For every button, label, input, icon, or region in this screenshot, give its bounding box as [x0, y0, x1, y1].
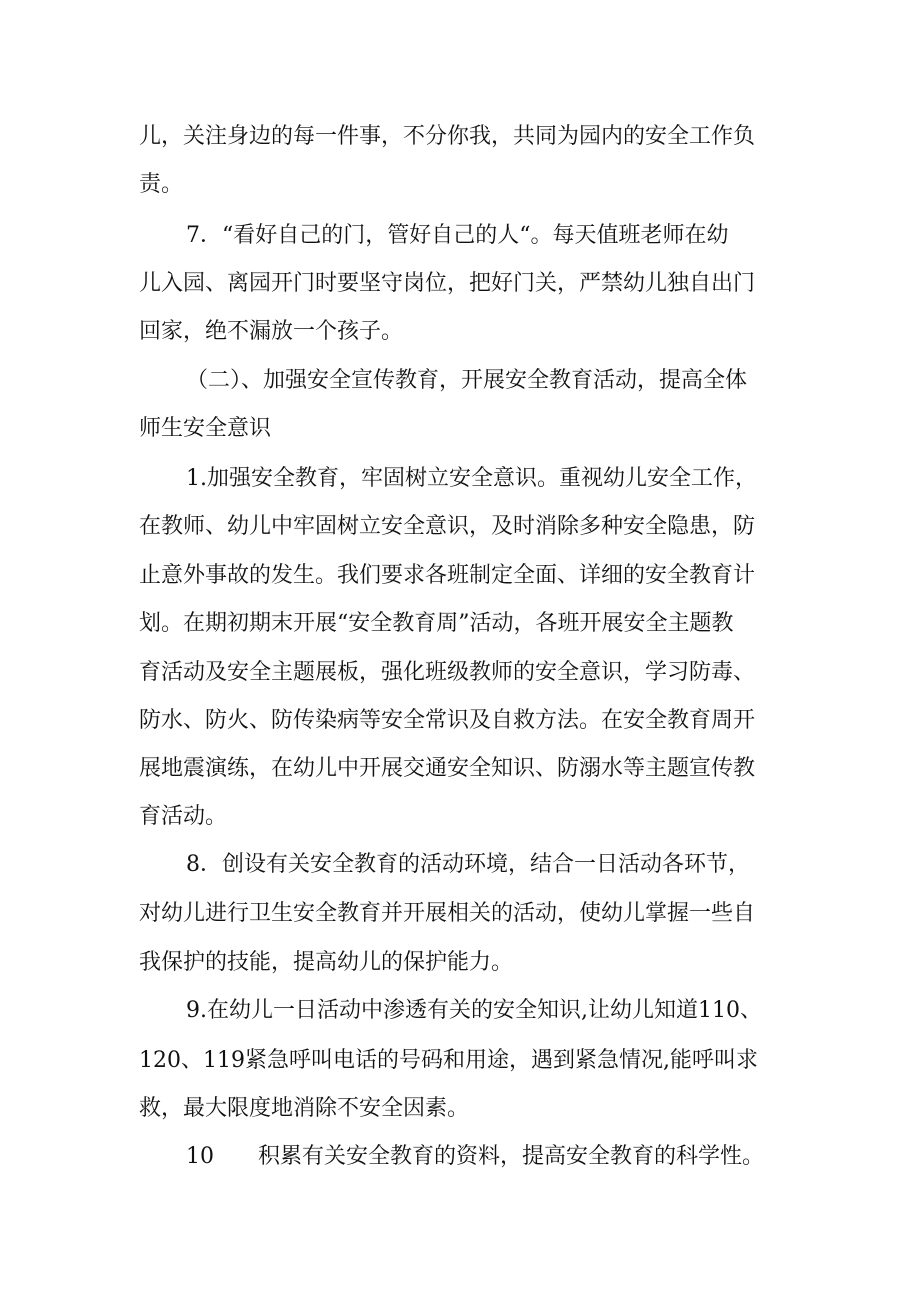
text-line: 我保护的技能，提高幼儿的保护能力。 [139, 950, 514, 975]
text-line: 10 积累有关安全教育的资料，提高安全教育的科学性。 [186, 1144, 764, 1169]
section-heading-line: 师生安全意识 [139, 416, 272, 441]
text-line: 止意外事故的发生。我们要求各班制定全面、详细的安全教育计 [139, 563, 756, 588]
text-line: 育活动及安全主题展板，强化班级教师的安全意识，学习防毒、 [139, 660, 756, 685]
text-line: 育活动。 [139, 804, 228, 829]
text-line: 儿入园、离园开门时要坚守岗位，把好门关，严禁幼儿独自出门 [139, 271, 756, 296]
text-line: 回家，绝不漏放一个孩子。 [139, 319, 404, 344]
text-line: 责。 [139, 172, 184, 197]
text-line: 防水、防火、防传染病等安全常识及自救方法。在安全教育周开 [139, 708, 756, 733]
text-line: 1.加强安全教育，牢固树立安全意识。重视幼儿安全工作， [186, 466, 757, 491]
text-line: 展地震演练，在幼儿中开展交通安全知识、防溺水等主题宣传教 [139, 756, 756, 781]
text-line: 8．创设有关安全教育的活动环境，结合一日活动各环节， [186, 852, 750, 877]
text-line: 对幼儿进行卫生安全教育并开展相关的活动，使幼儿掌握一些自 [139, 901, 756, 926]
text-line: 划。在期初期末开展“安全教育周”活动，各班开展安全主题教 [139, 611, 734, 636]
section-heading-line: （二）、加强安全宣传教育，开展安全教育活动，提高全体 [186, 368, 748, 393]
text-line: 在教师、幼儿中牢固树立安全意识，及时消除多种安全隐患，防 [139, 514, 756, 539]
text-line: 9.在幼儿一日活动中渗透有关的安全知识,让幼儿知道110、 [186, 998, 762, 1023]
text-line: 120、119紧急呼叫电话的号码和用途，遇到紧急情况,能呼叫求 [139, 1048, 758, 1073]
text-line: 7．“看好自己的门，管好自己的人“。每天值班老师在幼 [186, 223, 729, 248]
text-line: 儿，关注身边的每一件事，不分你我，共同为园内的安全工作负 [139, 124, 756, 149]
text-line: 救，最大限度地消除不安全因素。 [139, 1096, 470, 1121]
